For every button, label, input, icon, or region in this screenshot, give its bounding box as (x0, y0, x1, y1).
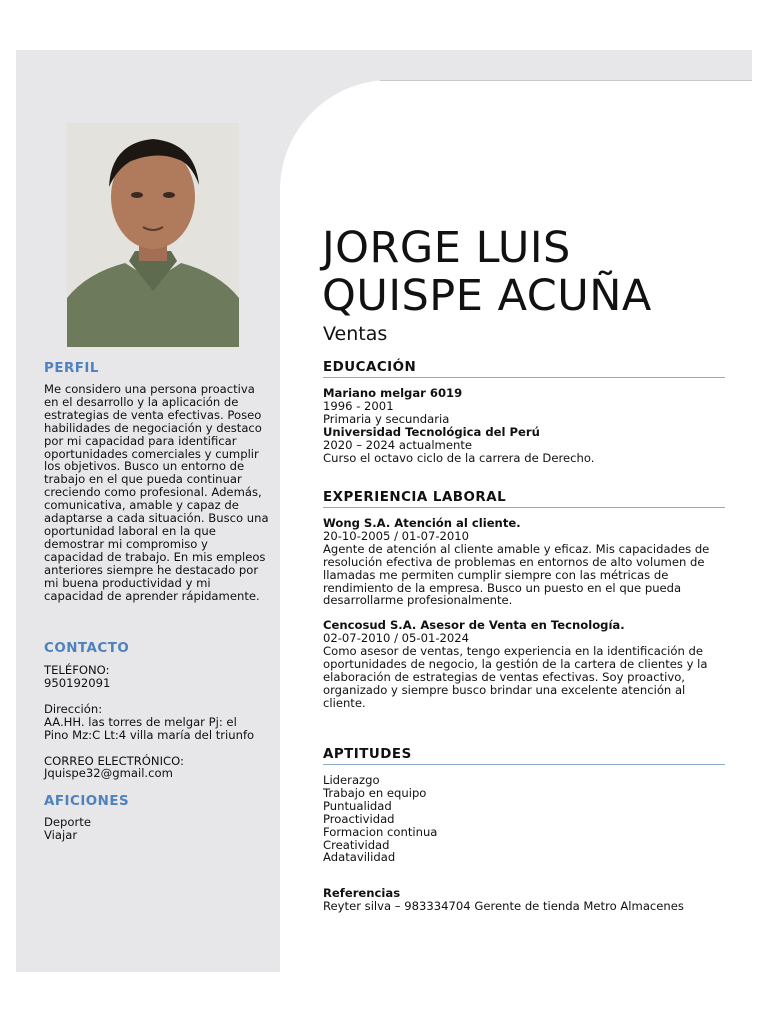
email-value[interactable]: Jquispe32@gmail.com (44, 766, 173, 781)
email-label: CORREO ELECTRÓNICO: (44, 753, 184, 768)
job-dates: 02-07-2010 / 05-01-2024 (323, 631, 470, 646)
school-name: Mariano melgar 6019 (323, 386, 463, 400)
experience-heading: EXPERIENCIA LABORAL (323, 490, 725, 508)
phone-value[interactable]: 950192091 (44, 675, 111, 690)
skill-item: Trabajo en equipo (323, 785, 427, 800)
hobbies-list (44, 816, 270, 842)
job-description: Agente de atención al cliente amable y eficaz. Mis capacidades de resolución efectiva de problemas en entornos de alto volumen de llamadas me permiten cumplir siempre con las métricas de rendimiento de la empresa. Busco un puesto en el que pueda desarrollarme profesionalmente. (323, 541, 710, 608)
references-body (323, 887, 725, 913)
hobby-item: Deporte (44, 815, 91, 829)
references-section (323, 887, 725, 913)
school-dates: 1996 - 2001 (323, 398, 394, 413)
skills-section (323, 747, 725, 864)
contact-heading: CONTACTO (44, 641, 130, 656)
hobby-item: Viajar (44, 827, 78, 842)
skill-item: Creatividad (323, 837, 390, 852)
skills-list (323, 774, 725, 864)
full-name (322, 224, 652, 320)
school-dates: 2020 – 2024 actualmente (323, 437, 473, 452)
education-heading: EDUCACIÓN (323, 360, 725, 378)
job-role: Ventas (323, 323, 388, 345)
top-divider (380, 80, 752, 81)
references-text: Reyter silva – 983334704 Gerente de tienda Metro Almacenes (323, 898, 684, 913)
skill-item: Liderazgo (323, 773, 380, 787)
references-heading: Referencias (323, 886, 401, 900)
address-label: Dirección: (44, 701, 103, 716)
profile-photo (67, 123, 239, 347)
skill-item: Formacion continua (323, 824, 438, 839)
school-detail: Curso el octavo ciclo de la carrera de Derecho. (323, 450, 595, 465)
experience-section (323, 490, 725, 710)
job-title: Wong S.A. Atención al cliente. (323, 516, 521, 530)
portrait-image (67, 123, 239, 347)
skills-heading: APTITUDES (323, 747, 725, 765)
experience-body (323, 517, 725, 710)
school-name: Universidad Tecnológica del Perú (323, 424, 540, 439)
skill-item: Adatavilidad (323, 850, 396, 865)
hobbies-heading: AFICIONES (44, 794, 130, 809)
address-value: AA.HH. las torres de melgar Pj: el Pino Mz:C Lt:4 villa maría del triunfo (44, 714, 255, 742)
job-title: Cencosud S.A. Asesor de Venta en Tecnología. (323, 618, 625, 633)
name-line-2: QUISPE ACUÑA (322, 271, 652, 321)
job-dates: 20-10-2005 / 01-07-2010 (323, 528, 470, 543)
skill-item: Puntualidad (323, 798, 392, 813)
name-line-1: JORGE LUIS (322, 223, 571, 273)
phone-label: TELÉFONO: (44, 663, 110, 677)
profile-heading: PERFIL (44, 361, 99, 376)
education-section (323, 360, 725, 464)
contact-block (44, 664, 270, 780)
job-description: Como asesor de ventas, tengo experiencia en la identificación de oportunidades de negocio, la gestión de la cartera de clientes y la elaboración de estrategias de ventas efectivas. Soy proactivo, organizado y siempre busco brindar una excelente atención al cliente. (323, 644, 708, 710)
skill-item: Proactividad (323, 811, 395, 826)
education-body (323, 387, 725, 464)
profile-text: Me considero una persona proactiva en el desarrollo y la aplicación de estrategias de venta efectivas. Poseo habilidades de negociación y destaco por mi capacidad para identificar oportunidades comerciales y cumplir los objetivos. Busco un entorno de trabajo en el que pueda continuar creciendo como profesional. Además, comunicativa, amable y capaz de adaptarse a cada situación. Busco una oportunidad laboral en la que demostrar mi compromiso y capacidad de trabajo. En mis empleos anteriores siempre he destacado por mi buena productividad y mi capacidad de aprender rápidamente. (44, 382, 269, 603)
school-detail: Primaria y secundaria (323, 411, 450, 426)
